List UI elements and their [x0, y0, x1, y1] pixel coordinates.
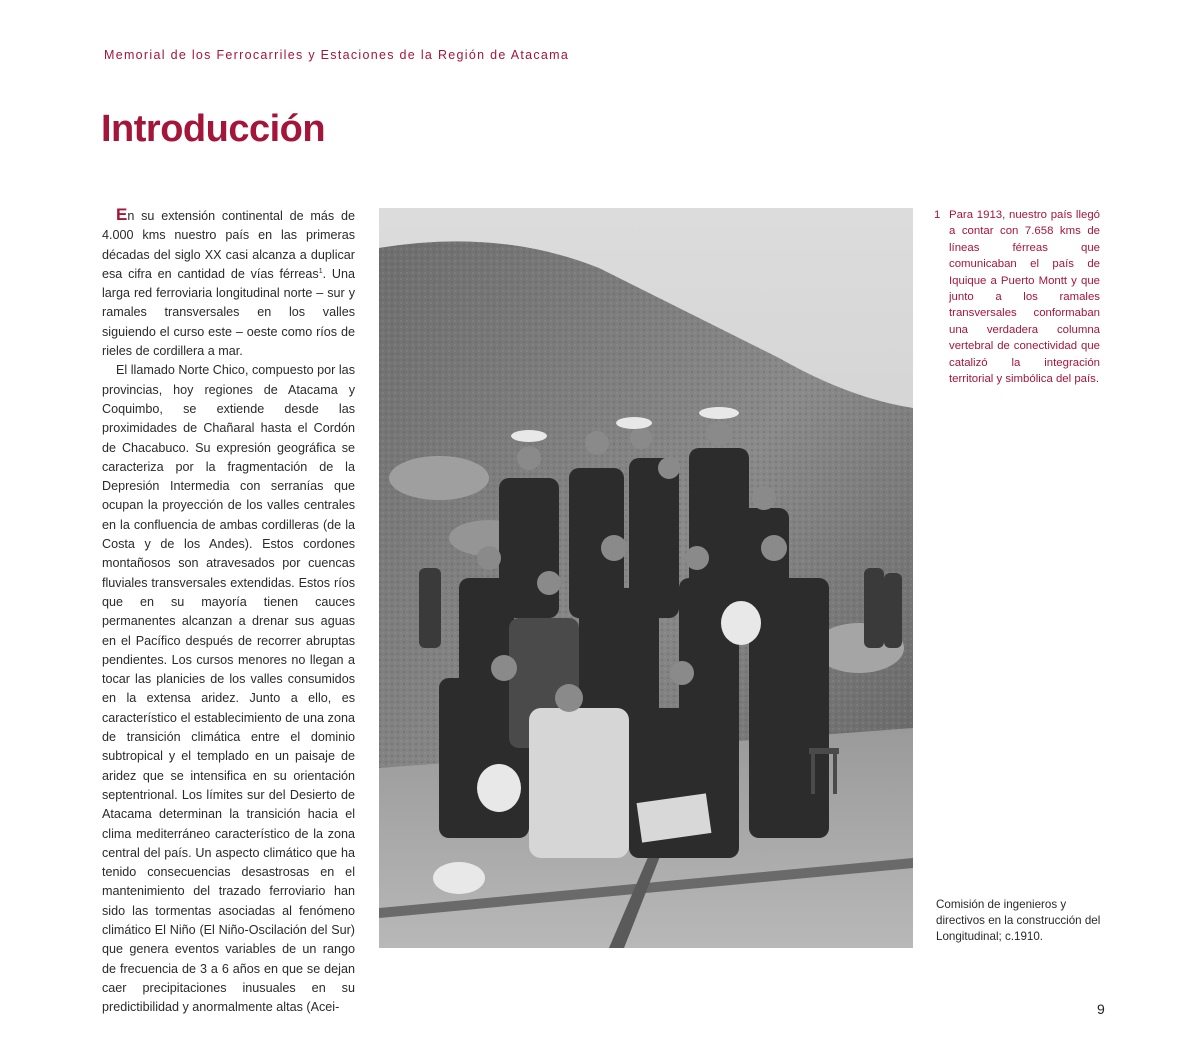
- paragraph-1-text: n su extensión continental de más de 4.000 kms nuestro país en las primeras décadas del siglo XX casi alcanza a duplicar esa cifra en cantidad de vías férreas: [102, 209, 355, 281]
- paragraph-1-end: . Una larga red ferroviaria longitudinal norte – sur y ramales transversales en los valles siguiendo el curso este – oeste como ríos de rieles de cordillera a mar.: [102, 266, 355, 359]
- page-title: Introducción: [101, 108, 326, 150]
- footnote-number: 1: [934, 209, 941, 221]
- page-number: 9: [1097, 1001, 1105, 1017]
- footnote-text: Para 1913, nuestro país llegó a contar con 7.658 kms de líneas férreas que comunicaban el país de Iquique a Puerto Montt y que junto a los ramales transversales conformaban una verdadera columna vertebral de conectividad que catalizó la integración territorial y simbólica del país.: [949, 209, 1100, 386]
- group-photo-illustration: [379, 208, 913, 948]
- running-header: Memorial de los Ferrocarriles y Estaciones de la Región de Atacama: [104, 48, 570, 62]
- paragraph-1: [102, 205, 355, 361]
- photo-caption: Comisión de ingenieros y directivos en la construcción del Longitudinal; c.1910.: [936, 898, 1101, 943]
- footnote-ref[interactable]: 1: [318, 267, 323, 275]
- body-text: [102, 205, 355, 1015]
- footnote: [934, 207, 1100, 387]
- paragraph-2: El llamado Norte Chico, compuesto por las provincias, hoy regiones de Atacama y Coquimbo, se extiende desde las proximidades de Chañaral hasta el Cordón de Chacabuco. Su expresión geográfica se caracteriza por la fragmentación de la Depresión Intermedia con serranías que ocupan la proyección de los valles centrales en la confluencia de ambas cordilleras (de la Costa y de los Andes). Estos cordones montañosos son atravesados por cuencas fluviales transversales extendidas. Estos ríos que en su mayoría tienen cauces permanentes alcanzan a drenar sus aguas en el Pacífico después de recorrer abruptas pendientes. Los cursos menores no llegan a tocar las planicies de los valles consumidos en la extensa aridez. Junto a ello, es característico el establecimiento de una zona de transición climática entre el dominio subtropical y el templado en un paisaje de aridez que se intensifica en su orientación septentrional. Los límites sur del Desierto de Atacama determinan la transición hacia el clima mediterráneo característico de la zona central del país. Un aspecto climático que ha tenido consecuencias desastrosas en el mantenimiento del trazado ferroviario han sido las tormentas asociadas al fenómeno climático El Niño (El Niño-Oscilación del Sur) que genera eventos variables de un rango de frecuencia de 3 a 6 años en que se dejan caer precipitaciones inusuales en su predictibilidad y anormalmente altas (Acei-: [102, 363, 355, 1015]
- drop-cap: E: [116, 205, 128, 224]
- historical-photo: [379, 208, 913, 948]
